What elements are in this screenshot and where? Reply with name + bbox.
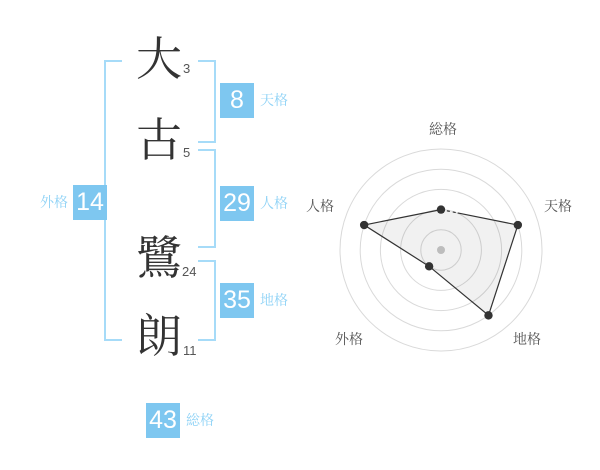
gaikaku-label: 外格: [40, 194, 68, 210]
soukaku-label: 総格: [186, 412, 214, 428]
jinkaku-value-badge: 29: [220, 186, 254, 221]
bracket-chikaku: [198, 260, 216, 341]
name-character: 鷺: [136, 232, 182, 284]
tenkaku-label: 天格: [260, 92, 288, 108]
chikaku-label: 地格: [260, 292, 288, 308]
name-character: 大: [136, 33, 182, 85]
radar-axis-label: 総格: [429, 121, 457, 137]
chikaku-value-badge: 35: [220, 283, 254, 318]
radar-axis-label: 天格: [544, 198, 572, 214]
name-character: 朗: [136, 310, 182, 362]
stroke-count: 24: [182, 264, 197, 279]
radar-axis-label: 人格: [306, 198, 334, 214]
radar-axis-label: 地格: [513, 331, 541, 347]
name-character: 古: [136, 114, 182, 166]
bracket-tenkaku: [198, 60, 216, 143]
radar-area: [364, 210, 518, 316]
soukaku-value-badge: 43: [146, 403, 180, 438]
radar-point: [484, 311, 492, 319]
radar-point: [514, 221, 522, 229]
stroke-count: 11: [183, 343, 197, 358]
bracket-jinkaku: [198, 149, 216, 248]
radar-axis-label: 外格: [335, 331, 363, 347]
tenkaku-value-badge: 8: [220, 83, 254, 118]
gaikaku-value-badge: 14: [73, 185, 107, 220]
radar-point: [437, 205, 445, 213]
radar-point: [360, 221, 368, 229]
stroke-count: 3: [183, 61, 191, 76]
radar-chart: [305, 112, 585, 362]
radar-point: [425, 262, 433, 270]
jinkaku-label: 人格: [260, 195, 288, 211]
stroke-count: 5: [183, 145, 191, 160]
